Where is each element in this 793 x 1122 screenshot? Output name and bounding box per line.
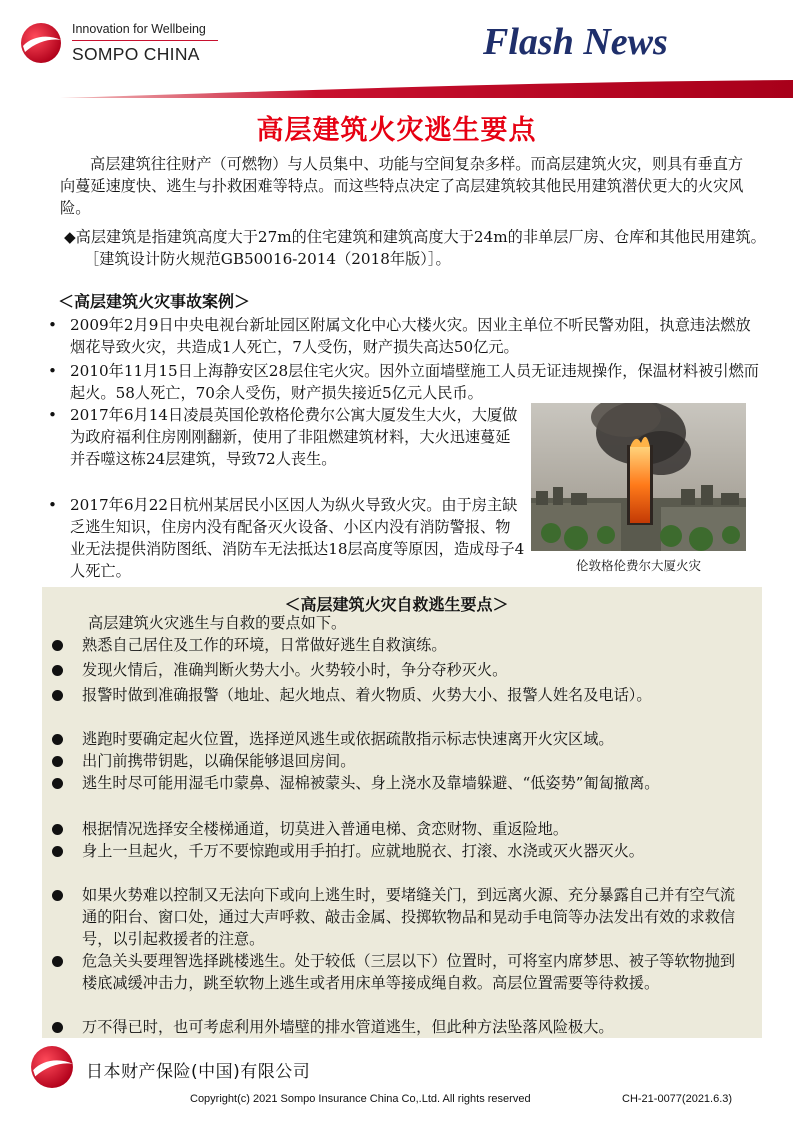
photo-caption: 伦敦格伦费尔大厦火灾 xyxy=(575,558,701,573)
tip-text: 熟悉自己居住及工作的环境，日常做好逃生自救演练。 xyxy=(82,636,447,654)
bullet-dot-icon xyxy=(52,756,63,767)
tip-item xyxy=(82,950,750,994)
bullet-dot-icon xyxy=(52,890,63,901)
copyright-notice: Copyright(c) 2021 Sompo Insurance China Co,.Ltd. All rights reserved xyxy=(190,1093,531,1105)
bullet-dot-icon xyxy=(52,1022,63,1033)
bullet: • xyxy=(48,406,57,424)
tip-text: 报警时做到准确报警（地址、起火地点、着火物质、火势大小、报警人姓名及电话）。 xyxy=(82,686,652,704)
bullet-dot-icon xyxy=(52,846,63,857)
tip-item xyxy=(82,684,750,706)
footer-company-name: 日本财产保险(中国)有限公司 xyxy=(86,1062,311,1082)
bullet-dot-icon xyxy=(52,956,63,967)
bullet: • xyxy=(48,362,57,380)
case-text: 2010年11月15日上海静安区28层住宅火灾。因外立面墙壁施工人员无证违规操作，保温材料被引燃而起火。58人死亡，70余人受伤，财产损失接近5亿元人民币。 xyxy=(70,362,759,402)
case-item xyxy=(48,494,525,582)
tip-item xyxy=(82,818,750,840)
bullet: • xyxy=(48,496,57,514)
document-number: CH-21-0077(2021.6.3) xyxy=(622,1093,733,1105)
bullet-dot-icon xyxy=(52,778,63,789)
sompo-logo-icon xyxy=(30,1045,74,1089)
tip-text: 万不得已时，也可考虑利用外墙壁的排水管道逃生，但此种方法坠落风险极大。 xyxy=(82,1018,614,1036)
tip-text: 出门前携带钥匙，以确保能够退回房间。 xyxy=(82,752,356,770)
bullet: • xyxy=(48,316,57,334)
tip-text: 危急关头要理智选择跳楼逃生。处于较低（三层以下）位置时，可将室内席梦思、被子等软物抛到楼底减缓冲击力，跳至软物上逃生或者用床单等接成绳自救。高层位置需要等待救援。 xyxy=(82,952,736,992)
sompo-logo-icon xyxy=(20,22,62,64)
case-text: 2017年6月14日凌晨英国伦敦格伦费尔公寓大厦发生大火，大厦做为政府福利住房刚刚翻新，使用了非阻燃建筑材料，大火迅速蔓延并吞噬这栋24层建筑，导致72人丧生。 xyxy=(70,406,518,468)
tagline-divider xyxy=(72,40,218,41)
tip-text: 根据情况选择安全楼梯通道，切莫进入普通电梯、贪恋财物、重返险地。 xyxy=(82,820,568,838)
tip-item xyxy=(82,1016,750,1038)
intro-paragraph: 高层建筑往往财产（可燃物）与人员集中、功能与空间复杂多样。而高层建筑火灾，则具有垂直方向蔓延速度快、逃生与扑救困难等特点。而这些特点决定了高层建筑较其他民用建筑潜伏更大的火灾风险。 xyxy=(60,155,744,217)
bullet-dot-icon xyxy=(52,640,63,651)
grenfell-fire-photo xyxy=(531,403,746,551)
tagline: Innovation for Wellbeing xyxy=(72,22,206,36)
tip-item xyxy=(82,659,750,681)
bullet-dot-icon xyxy=(52,734,63,745)
tip-text: 逃生时尽可能用湿毛巾蒙鼻、湿棉被蒙头、身上浇水及靠墙躲避、“低姿势”匍匐撤离。 xyxy=(82,774,660,792)
tip-text: 身上一旦起火，千万不要惊跑或用手拍打。应就地脱衣、打滚、水浇或灭火器灭火。 xyxy=(82,842,644,860)
case-text: 2017年6月22日杭州某居民小区因人为纵火导致火灾。由于房主缺乏逃生知识，住房内没有配备灭火设备、小区内没有消防警报、物业无法提供消防图纸、消防车无法抵达18层高度等原因，造成母子4人死亡。 xyxy=(70,496,525,580)
definition-note: ◆高层建筑是指建筑高度大于27m的住宅建筑和建筑高度大于24m的非单层厂房、仓库和其他民用建筑。［建筑设计防火规范GB50016-2014（2018年版）］。 xyxy=(64,228,766,268)
tip-item xyxy=(82,634,750,656)
tips-intro: 高层建筑火灾逃生与自救的要点如下。 xyxy=(88,614,347,632)
case-item xyxy=(48,360,760,404)
bullet-dot-icon xyxy=(52,824,63,835)
tip-text: 发现火情后，准确判断火势大小。火势较小时，争分夺秒灭火。 xyxy=(82,661,508,679)
tip-text: 逃跑时要确定起火位置，选择逆风逃生或依据疏散指示标志快速离开火灾区域。 xyxy=(82,730,614,748)
case-item xyxy=(48,404,525,470)
header-swoosh xyxy=(60,78,793,102)
tip-item xyxy=(82,772,750,794)
bullet-dot-icon xyxy=(52,665,63,676)
cases-heading: ＜高层建筑火灾事故案例＞ xyxy=(58,292,251,311)
tip-item xyxy=(82,750,750,772)
tip-text: 如果火势难以控制又无法向下或向上逃生时，要堵缝关门，到远离火源、充分暴露自己并有空气流通的阳台、窗口处，通过大声呼救、敲击金属、投掷软物品和晃动手电筒等办法发出有效的求救信号，以引起救援者的注意。 xyxy=(82,886,736,948)
case-text: 2009年2月9日中央电视台新址园区附属文化中心大楼火灾。因业主单位不听民警劝阻，执意违法燃放烟花导致火灾，共造成1人死亡，7人受伤，财产损失高达50亿元。 xyxy=(70,316,751,356)
tip-item xyxy=(82,728,750,750)
bullet-dot-icon xyxy=(52,690,63,701)
tip-item xyxy=(82,840,750,862)
tip-item xyxy=(82,884,750,950)
page-title: 高层建筑火灾逃生要点 xyxy=(256,115,537,146)
case-item xyxy=(48,314,760,358)
flash-news-heading: Flash News xyxy=(483,21,668,63)
brand-name: SOMPO CHINA xyxy=(72,44,200,64)
tips-heading: ＜高层建筑火灾自救逃生要点＞ xyxy=(284,595,509,614)
